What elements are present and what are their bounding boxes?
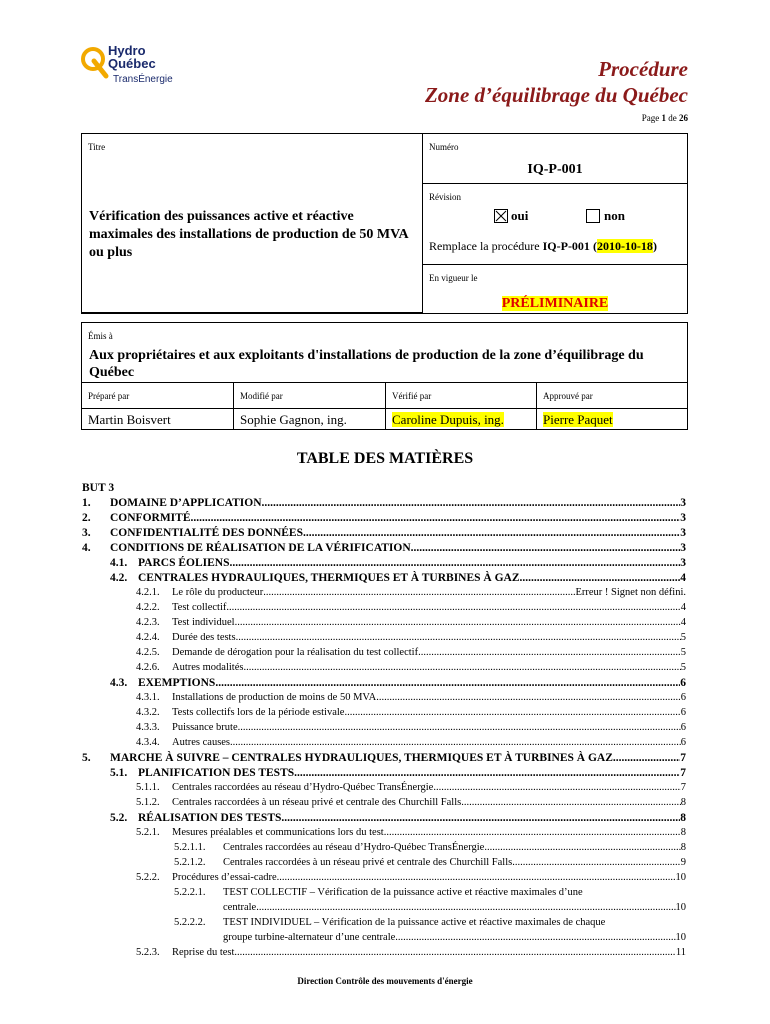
toc-leader (613, 751, 680, 765)
toc-leader (520, 571, 681, 585)
toc-entry[interactable] (82, 615, 686, 630)
toc-entry-number: 4.1. (110, 557, 128, 569)
distribution-table (81, 322, 688, 430)
logo-subtitle: TransÉnergie (113, 74, 173, 85)
toc-leader (191, 511, 681, 525)
toc-entry-page: 6 (680, 737, 686, 748)
toc-entry-page: 8 (680, 797, 686, 808)
toc-entry-text: groupe turbine-alternateur d’une centrale (223, 932, 396, 943)
toc-entry-page: 9 (680, 857, 686, 868)
toc-entry-page: 7 (680, 782, 686, 793)
unchecked-box-icon[interactable] (586, 209, 600, 223)
toc-entry-page: 5 (680, 647, 686, 658)
toc-entry-number: 3. (82, 527, 91, 539)
toc-entry-number: 4.3.4. (136, 737, 160, 748)
page-of: de (668, 113, 677, 123)
status-text: PRÉLIMINAIRE (501, 296, 609, 311)
right-column (423, 134, 687, 313)
toc-entry-page: 4 (680, 572, 686, 584)
replaces-date: 2010-10-18 (596, 239, 653, 253)
toc-leader (263, 586, 575, 600)
toc-entry-page: 8 (680, 812, 686, 824)
verifie-name (386, 409, 537, 429)
numero-cell (423, 134, 687, 184)
toc-entry-text: Procédures d’essai-cadre (172, 872, 277, 883)
toc-entry-number: 4.2.4. (136, 632, 160, 643)
toc-entry[interactable] (82, 555, 686, 570)
toc-entry[interactable] (82, 690, 686, 705)
toc-entry[interactable] (82, 750, 686, 765)
toc-entry[interactable] (82, 870, 686, 885)
toc-entry-text: Centrales raccordées à un réseau privé et centrale des Churchill Falls (172, 797, 462, 808)
signatory-labels (82, 383, 687, 409)
toc-entry-page: 3 (680, 557, 686, 569)
replaces-procedure: Remplace la procédure IQ-P-001 (2010-10-18) (429, 239, 657, 253)
toc-leader (512, 856, 681, 870)
approuve-label: Approuvé par (543, 391, 593, 401)
toc-entry-page: 4 (680, 602, 686, 613)
titre-cell (82, 134, 423, 313)
toc-entry-text: Test collectif (172, 602, 227, 613)
toc-entry[interactable] (82, 585, 686, 600)
verifie-label: Vérifié par (386, 383, 537, 408)
toc-entry[interactable] (82, 765, 686, 780)
page-label: Page (641, 113, 660, 123)
toc-entry-number: 5. (82, 752, 91, 764)
numero-label: Numéro (429, 142, 459, 152)
toc-entry[interactable] (82, 735, 686, 750)
toc-entry[interactable] (82, 855, 686, 870)
toc-entry-text: CONFORMITÉ (110, 512, 191, 524)
toc-entry[interactable] (82, 570, 686, 585)
logo-name (108, 44, 156, 70)
toc-entry[interactable] (82, 510, 686, 525)
toc-leader (238, 721, 681, 735)
prepare-value: Martin Boisvert (88, 412, 171, 427)
title-line1: Procédure (598, 57, 688, 81)
toc-entry-text: Tests collectifs lors de la période estivale (172, 707, 345, 718)
toc-entry[interactable] (82, 480, 686, 495)
toc-entry-text: Autres causes (172, 737, 231, 748)
toc-entry-page: 11 (675, 947, 686, 958)
revision-cell (423, 184, 687, 265)
toc-leader (433, 781, 680, 795)
toc-entry-page: 4 (680, 617, 686, 628)
toc-leader (411, 541, 681, 555)
toc-entry-number: 5.1.1. (136, 782, 160, 793)
modifie-name (234, 409, 386, 429)
toc-entry-number: 5.2. (110, 812, 128, 824)
toc-entry-text: Reprise du test (172, 947, 235, 958)
toc-entry-number: 1. (82, 497, 91, 509)
toc-entry[interactable] (82, 495, 686, 510)
replaces-number: IQ-P-001 (542, 239, 590, 253)
toc-entry-page: 3 (680, 512, 686, 524)
revision-no[interactable] (586, 208, 625, 224)
toc-entry[interactable] (82, 885, 686, 900)
toc-entry[interactable] (82, 900, 686, 915)
toc-entry-number: 5.2.2.2. (174, 917, 206, 928)
toc-entry-number: 5.1. (110, 767, 128, 779)
toc-entry-text: Installations de production de moins de 50 MVA (172, 692, 377, 703)
toc-entry-page: 7 (680, 752, 686, 764)
toc-entry-number: 4. (82, 542, 91, 554)
toc-entry-text: Le rôle du producteur (172, 587, 264, 598)
toc-entry-page: 6 (680, 677, 686, 689)
toc-entry-text: TEST INDIVIDUEL – Vérification de la puissance active et réactive maximales de chaque (223, 917, 606, 928)
emis-text: Aux propriétaires et aux exploitants d'installations de production de la zone d’équilibrage du Québec (89, 348, 644, 380)
prepare-label: Préparé par (82, 383, 234, 408)
toc-entry[interactable] (82, 825, 686, 840)
toc-entry-text: MARCHE À SUIVRE – CENTRALES HYDRAULIQUES, THERMIQUES ET À TURBINES À GAZ (110, 752, 613, 764)
toc-entry-number: 4.3.2. (136, 707, 160, 718)
toc-leader (344, 706, 680, 720)
footer-text: Direction Contrôle des mouvements d'énergie (297, 976, 473, 986)
toc-entry-page: 5 (680, 662, 686, 673)
approuve-name (537, 409, 687, 429)
vigueur-label: En vigueur le (429, 273, 478, 283)
toc-entry[interactable] (82, 720, 686, 735)
toc-entry-text: DOMAINE D’APPLICATION (110, 497, 262, 509)
toc-entry-number: 4.2.3. (136, 617, 160, 628)
toc-entry[interactable] (82, 915, 686, 930)
page-number (642, 113, 688, 123)
toc-entry-number: 4.3. (110, 677, 128, 689)
toc-entry-page: 5 (680, 632, 686, 643)
toc-entry-text: centrale (223, 902, 257, 913)
toc-entry[interactable] (82, 645, 686, 660)
toc-entry-text: Centrales raccordées à un réseau privé et centrale des Churchill Falls (223, 857, 513, 868)
procedure-number: IQ-P-001 (527, 162, 583, 177)
toc-entry-text: CONFIDENTIALITÉ DES DONNÉES (110, 527, 303, 539)
non-label: non (604, 208, 625, 223)
toc-entry-page: 8 (680, 842, 686, 853)
toc-entry-page: 3 (680, 527, 686, 539)
toc-entry-page: 10 (675, 932, 686, 943)
modifie-value: Sophie Gagnon, ing. (240, 412, 347, 427)
signatory-names (82, 409, 687, 429)
toc-entry-page: 6 (680, 692, 686, 703)
toc-leader (256, 901, 675, 915)
toc-leader (376, 691, 681, 705)
toc-entry[interactable] (82, 705, 686, 720)
toc-entry[interactable] (82, 795, 686, 810)
toc-entry[interactable] (82, 630, 686, 645)
toc-leader (395, 931, 675, 945)
toc-leader (234, 946, 675, 960)
toc-leader (384, 826, 681, 840)
titre-label: Titre (88, 142, 106, 152)
toc-entry[interactable] (82, 525, 686, 540)
toc-entry-text: Centrales raccordées au réseau d’Hydro-Québec TransÉnergie (172, 782, 434, 793)
toc-entry-number: 5.2.3. (136, 947, 160, 958)
table-of-contents (82, 480, 686, 960)
toc-entry-text: CENTRALES HYDRAULIQUES, THERMIQUES ET À TURBINES À GAZ (138, 572, 520, 584)
toc-entry-text: Puissance brute (172, 722, 238, 733)
status-label (423, 296, 687, 312)
toc-leader (235, 616, 681, 630)
toc-entry[interactable] (82, 540, 686, 555)
logo-q-icon (80, 46, 110, 80)
toc-leader (294, 766, 680, 780)
toc-entry-page: 6 (680, 722, 686, 733)
toc-entry-text: Mesures préalables et communications lors du test (172, 827, 384, 838)
toc-leader (418, 646, 681, 660)
toc-entry-number: 5.2.1.2. (174, 857, 206, 868)
toc-entry-text: RÉALISATION DES TESTS (138, 812, 282, 824)
toc-entry-number: 4.2. (110, 572, 128, 584)
toc-leader (230, 736, 681, 750)
logo-line2: Québec (108, 56, 156, 71)
page-total: 26 (679, 113, 688, 123)
toc-entry-page: 6 (680, 707, 686, 718)
toc-entry-number: 4.3.3. (136, 722, 160, 733)
toc-entry-number: 5.2.2.1. (174, 887, 206, 898)
toc-entry-number: 4.2.5. (136, 647, 160, 658)
toc-entry[interactable] (82, 600, 686, 615)
toc-entry-number: 2. (82, 512, 91, 524)
toc-entry[interactable] (82, 840, 686, 855)
toc-entry-page: 7 (680, 767, 686, 779)
toc-entry[interactable] (82, 810, 686, 825)
toc-leader (484, 841, 680, 855)
toc-entry-text: Durée des tests (172, 632, 236, 643)
toc-leader (226, 601, 680, 615)
toc-entry-page: 3 (680, 497, 686, 509)
toc-leader (303, 526, 680, 540)
toc-leader (461, 796, 681, 810)
verifie-value: Caroline Dupuis, ing. (392, 412, 504, 427)
approuve-value: Pierre Paquet (543, 412, 613, 427)
toc-entry-number: 4.2.2. (136, 602, 160, 613)
toc-entry-page: 8 (680, 827, 686, 838)
toc-leader (277, 871, 676, 885)
prepare-name (82, 409, 234, 429)
toc-entry-text: CONDITIONS DE RÉALISATION DE LA VÉRIFICATION (110, 542, 411, 554)
revision-label: Révision (429, 192, 462, 202)
document-title (425, 56, 688, 108)
toc-entry-text: EXEMPTIONS (138, 677, 216, 689)
emis-label: Émis à (88, 331, 113, 341)
toc-leader (262, 496, 681, 510)
revision-yes[interactable] (494, 208, 528, 224)
toc-entry-text: Autres modalités (172, 662, 244, 673)
toc-entry-text: TEST COLLECTIF – Vérification de la puissance active et réactive maximales d’une (223, 887, 583, 898)
toc-entry[interactable] (82, 780, 686, 795)
oui-label: oui (511, 208, 529, 223)
toc-entry-number: BUT 3 (82, 482, 115, 494)
toc-entry-text: PARCS ÉOLIENS (138, 557, 230, 569)
toc-entry[interactable] (82, 930, 686, 945)
toc-entry-number: 4.3.1. (136, 692, 160, 703)
toc-entry-number: 4.2.1. (136, 587, 160, 598)
toc-leader (215, 676, 680, 690)
toc-leader (243, 661, 680, 675)
toc-title: TABLE DES MATIÈRES (296, 450, 474, 467)
page-current: 1 (661, 113, 666, 123)
document-info-table (81, 133, 688, 314)
toc-entry-number: 5.2.1.1. (174, 842, 206, 853)
title-line2: Zone d’équilibrage du Québec (424, 83, 688, 107)
toc-entry-number: 5.2.2. (136, 872, 160, 883)
toc-leader (236, 631, 681, 645)
checked-box-icon[interactable] (494, 209, 508, 223)
toc-entry-page: 3 (680, 542, 686, 554)
hydro-quebec-logo (80, 43, 210, 90)
toc-entry-text: Centrales raccordées au réseau d’Hydro-Québec TransÉnergie (223, 842, 485, 853)
toc-entry[interactable] (82, 675, 686, 690)
toc-entry-text: PLANIFICATION DES TESTS (138, 767, 295, 779)
toc-entry-text: Test individuel (172, 617, 235, 628)
toc-entry-number: 4.2.6. (136, 662, 160, 673)
emis-cell (82, 323, 687, 383)
toc-entry-text: Demande de dérogation pour la réalisation du test collectif (172, 647, 419, 658)
modifie-label: Modifié par (234, 383, 386, 408)
logo-line1: Hydro (108, 43, 146, 58)
toc-entry[interactable] (82, 660, 686, 675)
toc-entry-page: Erreur ! Signet non défini. (575, 587, 686, 598)
document-subject: Vérification des puissances active et réactive maximales des installations de production de 50 MVA ou plus (89, 209, 408, 260)
toc-entry-page: 10 (675, 872, 686, 883)
toc-entry-number: 5.1.2. (136, 797, 160, 808)
toc-entry-number: 5.2.1. (136, 827, 160, 838)
toc-entry[interactable] (82, 945, 686, 960)
toc-leader (230, 556, 681, 570)
toc-leader (281, 811, 680, 825)
toc-entry-page: 10 (675, 902, 686, 913)
replaces-prefix: Remplace la procédure (429, 239, 540, 253)
